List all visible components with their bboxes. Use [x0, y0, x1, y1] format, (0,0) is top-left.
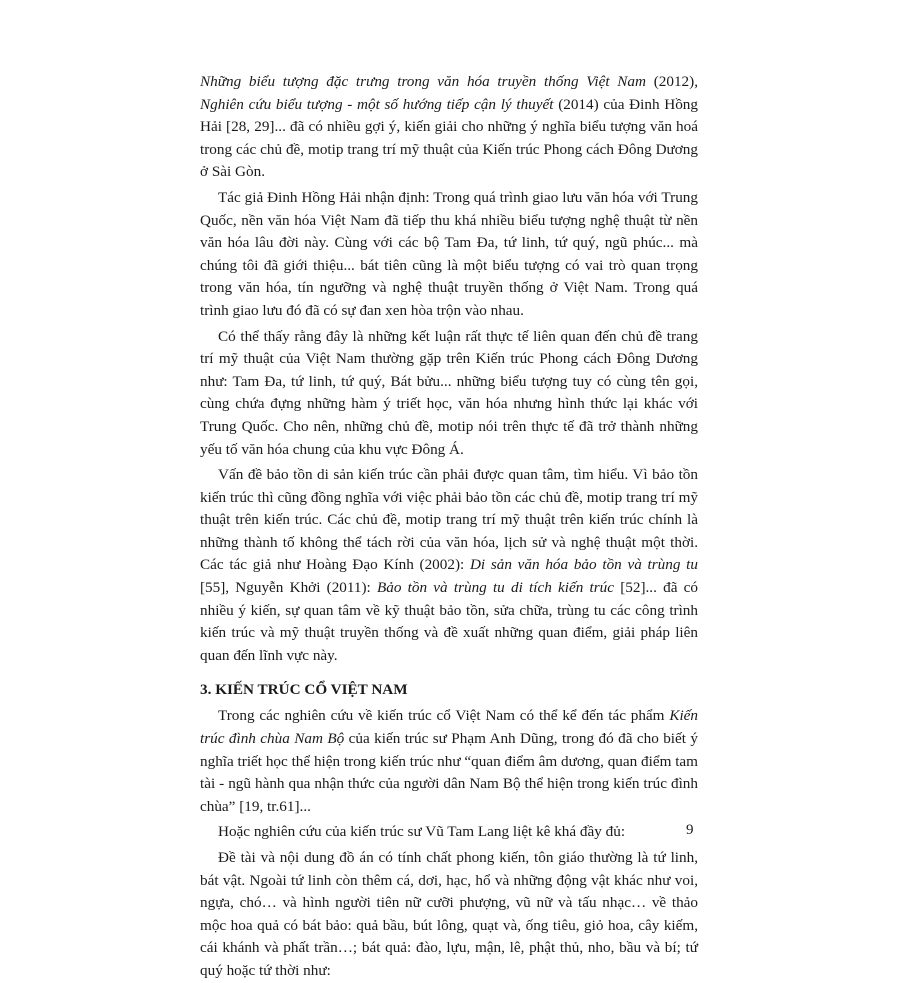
text-run: [52]... đã có nhiều ý kiến, sự quan tâm về kỹ thuật bảo tồn, sửa chữa, trùng tu các công trình kiến trúc và mỹ thuật truyền thống và đề xuất những quan điểm, giải pháp liên quan đến lĩnh vực này.: [200, 579, 698, 664]
paragraph-dinh-hong-hai: [200, 187, 698, 323]
text-run: Đề tài và nội dung đồ án có tính chất phong kiến, tôn giáo thường là tứ linh, bát vật. Ngoài tứ linh còn thêm cá, dơi, hạc, hổ và những động vật khác như voi, ngựa, chó… và hình người tiên nữ cưỡi phượng, vũ nữ và tấu nhạc… về thảo mộc hoa quả có bát bảo: quả bầu, bút lông, quạt và, ống tiêu, giỏ hoa, cây kiếm, cái khánh và phất trần…; bát quả: đào, lựu, mận, lê, phật thủ, nho, bầu và bí; tứ quý hoặc tứ thời như:: [200, 849, 698, 979]
text-run: (2014) của Đinh Hồng Hải [28, 29]... đã có nhiều gợi ý, kiến giải cho những ý nghĩa biểu tượng văn hoá trong các chủ đề, motip trang trí mỹ thuật của Kiến trúc Phong cách Đông Dương ở Sài Gòn.: [200, 95, 698, 181]
page-body: [200, 71, 698, 983]
text-run: (2012),: [646, 73, 699, 90]
italic-title-run: Nghiên cứu biểu tượng - một số hướng tiếp cận lý thuyết: [200, 95, 554, 113]
italic-title-run: Di sản văn hóa bảo tồn và trùng tu: [469, 556, 698, 574]
text-run: Trong các nghiên cứu về kiến trúc cổ Việt Nam có thể kể đến tác phẩm: [218, 707, 670, 725]
page-number: 9: [686, 822, 694, 838]
paragraph-motif-list: [200, 847, 698, 983]
paragraph-preservation: [200, 464, 698, 667]
section-heading: 3. KIẾN TRÚC CỔ VIỆT NAM: [200, 681, 408, 699]
text-run: Vấn đề bảo tồn di sản kiến trúc cần phải được quan tâm, tìm hiểu. Vì bảo tồn kiến trúc thì cũng đồng nghĩa với việc phải bảo tồn các chủ đề, motip trang trí mỹ thuật trên kiến trúc. Các chủ đề, motip trang trí mỹ thuật trên kiến trúc chính là những thành tố không thể tách rời của văn hóa, lịch sử và nghệ thuật một thời. Các tác giả như Hoàng Đạo Kính (2002):: [200, 466, 698, 574]
text-run: Có thể thấy rằng đây là những kết luận rất thực tế liên quan đến chủ đề trang trí mỹ thuật của Việt Nam thường gặp trên Kiến trúc Phong cách Đông Dương như: Tam Đa, tứ linh, tứ quý, Bát bửu... những biểu tượng tuy có cùng tên gọi, cùng chứa đựng những hàm ý triết học, văn hóa nhưng hình thức lại khác với Trung Quốc. Cho nên, những chủ đề, motip nói trên thực tế đã trở thành những yếu tố văn hóa chung của khu vực Đông Á.: [200, 327, 698, 458]
italic-title-run: Kiến trúc đình chùa Nam Bộ: [200, 707, 698, 748]
paragraph-conclusions: [200, 326, 698, 462]
text-run: của kiến trúc sư Phạm Anh Dũng, trong đó đã cho biết ý nghĩa triết học thể hiện trong kiến trúc như “quan điểm âm dương, quan điểm tam tài - ngũ hành qua nhận thức của người dân Nam Bộ thể hiện trong kiến trúc đình chùa” [19, tr.61]...: [200, 730, 698, 815]
italic-title-run: Bảo tồn và trùng tu di tích kiến trúc: [377, 579, 614, 597]
text-run: Hoặc nghiên cứu của kiến trúc sư Vũ Tam Lang liệt kê khá đầy đủ:: [218, 823, 626, 841]
italic-title-run: Những biểu tượng đặc trưng trong văn hóa truyền thống Việt Nam: [200, 73, 646, 90]
paragraph-ancient-architecture: [200, 705, 698, 818]
text-run: Tác giả Đinh Hồng Hải nhận định: Trong quá trình giao lưu văn hóa với Trung Quốc, nền văn hóa Việt Nam đã tiếp thu khá nhiều biểu tượng nghệ thuật từ nền văn hóa lâu đời này. Cùng với các bộ Tam Đa, tứ linh, tứ quý, ngũ phúc... mà chúng tôi đã giới thiệu... bát tiên cũng là một biểu tượng có vai trò quan trọng trong văn hóa, tín ngưỡng và nghệ thuật truyền thống ở Việt Nam. Trong quá trình giao lưu đó đã có sự đan xen hòa trộn vào nhau.: [200, 188, 698, 319]
paragraph-vu-tam-lang: [200, 821, 698, 844]
paragraph-intro: [200, 71, 698, 184]
text-run: [55], Nguyễn Khởi (2011):: [200, 579, 377, 597]
